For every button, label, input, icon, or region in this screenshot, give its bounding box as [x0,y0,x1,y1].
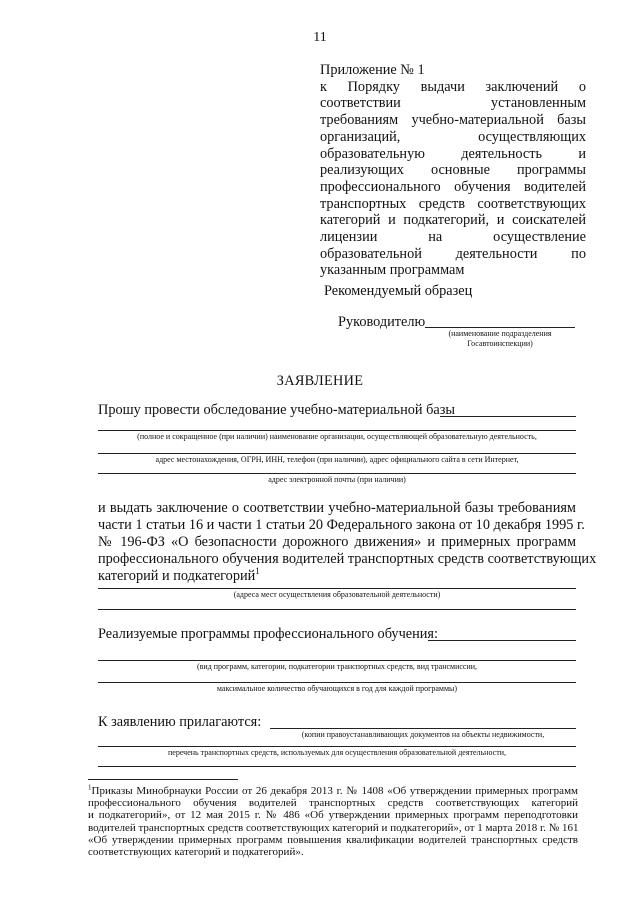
programs-capacity-caption: максимальное количество обучающихся в год для каждой программы) [216,684,458,693]
paragraph-line: категорий и подкатегорий$^1$ [98,566,260,584]
addressee-caption: (наименование подразделения Госавтоинспекции) [448,329,552,348]
footnote-line: водителей транспортных средств соответствующих категорий и подкатегорий», от 1 марта 2018 г. № 161 [88,821,579,834]
programs-capacity-field-line[interactable] [98,682,576,683]
email-field-line[interactable] [98,473,576,474]
sample-label: Рекомендуемый образец [324,283,473,299]
document-title: ЗАЯВЛЕНИЕ [276,373,364,389]
programs-type-caption: (вид программ, категории, подкатегории транспортных средств, вид трансмиссии, [196,662,478,671]
paragraph-line: профессионального обучения водителей транспортных средств соответствующих [98,551,597,567]
programs-type-field-line[interactable] [98,660,576,661]
attachments-caption: (копии правоустанавливающих документов на объекты недвижимости, [301,730,545,739]
activity-address-field-line-2[interactable] [98,609,576,610]
appendix-line: транспортных средств соответствующих [320,195,586,212]
appendix-block [320,62,586,279]
vehicles-caption: перечень транспортных средств, используемых для осуществления образовательной деятельности, [167,748,506,757]
footnote-line: и подкатегорий», от 12 мая 2015 г. № 486 «Об утверждении примерных программ переподготовки [88,809,578,822]
footnote-line: соответствующих категорий и подкатегорий». [88,846,304,859]
attachments-field-line[interactable] [270,728,576,729]
footnote-reference[interactable]: 1 [255,566,260,577]
appendix-line: требованиям учебно-материальной базы [320,112,586,129]
appendix-line: соответствии установленным [320,95,586,112]
appendix-line: лицензии на осуществление [320,229,586,246]
paragraph-line: и выдать заключение о соответствии учебно-материальной базы требованиям [98,500,576,516]
appendix-title: Приложение № 1 [320,62,425,78]
footnote-mark: 1 [88,783,92,792]
organization-caption: (полное и сокращенное (при наличии) наименование организации, осуществляющей образовательную деятельность, [137,432,537,441]
activity-address-caption: (адреса мест осуществления образовательной деятельности) [233,590,441,599]
appendix-line: организаций, осуществляющих [320,128,586,145]
request-paragraph [98,500,597,585]
addressee-field-line[interactable] [425,327,575,328]
appendix-line: категорий и подкатегорий, и соискателей [320,212,586,229]
appendix-line: образовательную деятельность и [320,145,586,162]
footnote-line: «Об утверждении примерных программ повышения квалификации водителей транспортных средств [88,833,578,846]
appendix-line: реализующих основные программы [320,162,586,179]
organization-field-line[interactable] [98,430,576,431]
appendix-line: указанным программам [320,262,465,279]
email-caption: адрес электронной почты (при наличии) [268,475,406,484]
activity-address-field-line[interactable] [98,588,576,589]
appendix-line: к Порядку выдачи заключений о [320,78,586,95]
address-caption: адрес местонахождения, ОГРН, ИНН, телефон (при наличии), адрес официального сайта в сети Интернет, [155,455,519,464]
address-field-line[interactable] [98,453,576,454]
vehicles-field-line-2[interactable] [98,766,576,767]
page-number: 11 [313,30,327,45]
paragraph-line: части 1 статьи 16 и части 1 статьи 20 Федерального закона от 10 декабря 1995 г. [98,517,585,533]
paragraph-line: № 196-ФЗ «О безопасности дорожного движения» и примерных программ [98,534,576,550]
footnote [88,785,578,858]
programs-label: Реализуемые программы профессионального обучения: [98,626,438,642]
attachments-label: К заявлению прилагаются: [98,714,262,730]
addressee-label: Руководителю [338,314,426,330]
footnote-separator [88,779,238,780]
appendix-line: образовательной деятельности по [320,245,586,262]
vehicles-field-line[interactable] [98,746,576,747]
footnote-line: профессионального обучения водителей транспортных средств соответствующих категорий [88,797,578,810]
request-field-line[interactable] [440,416,576,417]
request-text: Прошу провести обследование учебно-материальной базы [98,402,455,418]
appendix-line: профессионального обучения водителей [320,178,586,195]
footnote-line: $^1$Приказы Минобрнауки России от 26 декабря 2013 г. № 1408 «Об утверждении примерных программ [88,783,578,797]
programs-field-line[interactable] [428,640,576,641]
